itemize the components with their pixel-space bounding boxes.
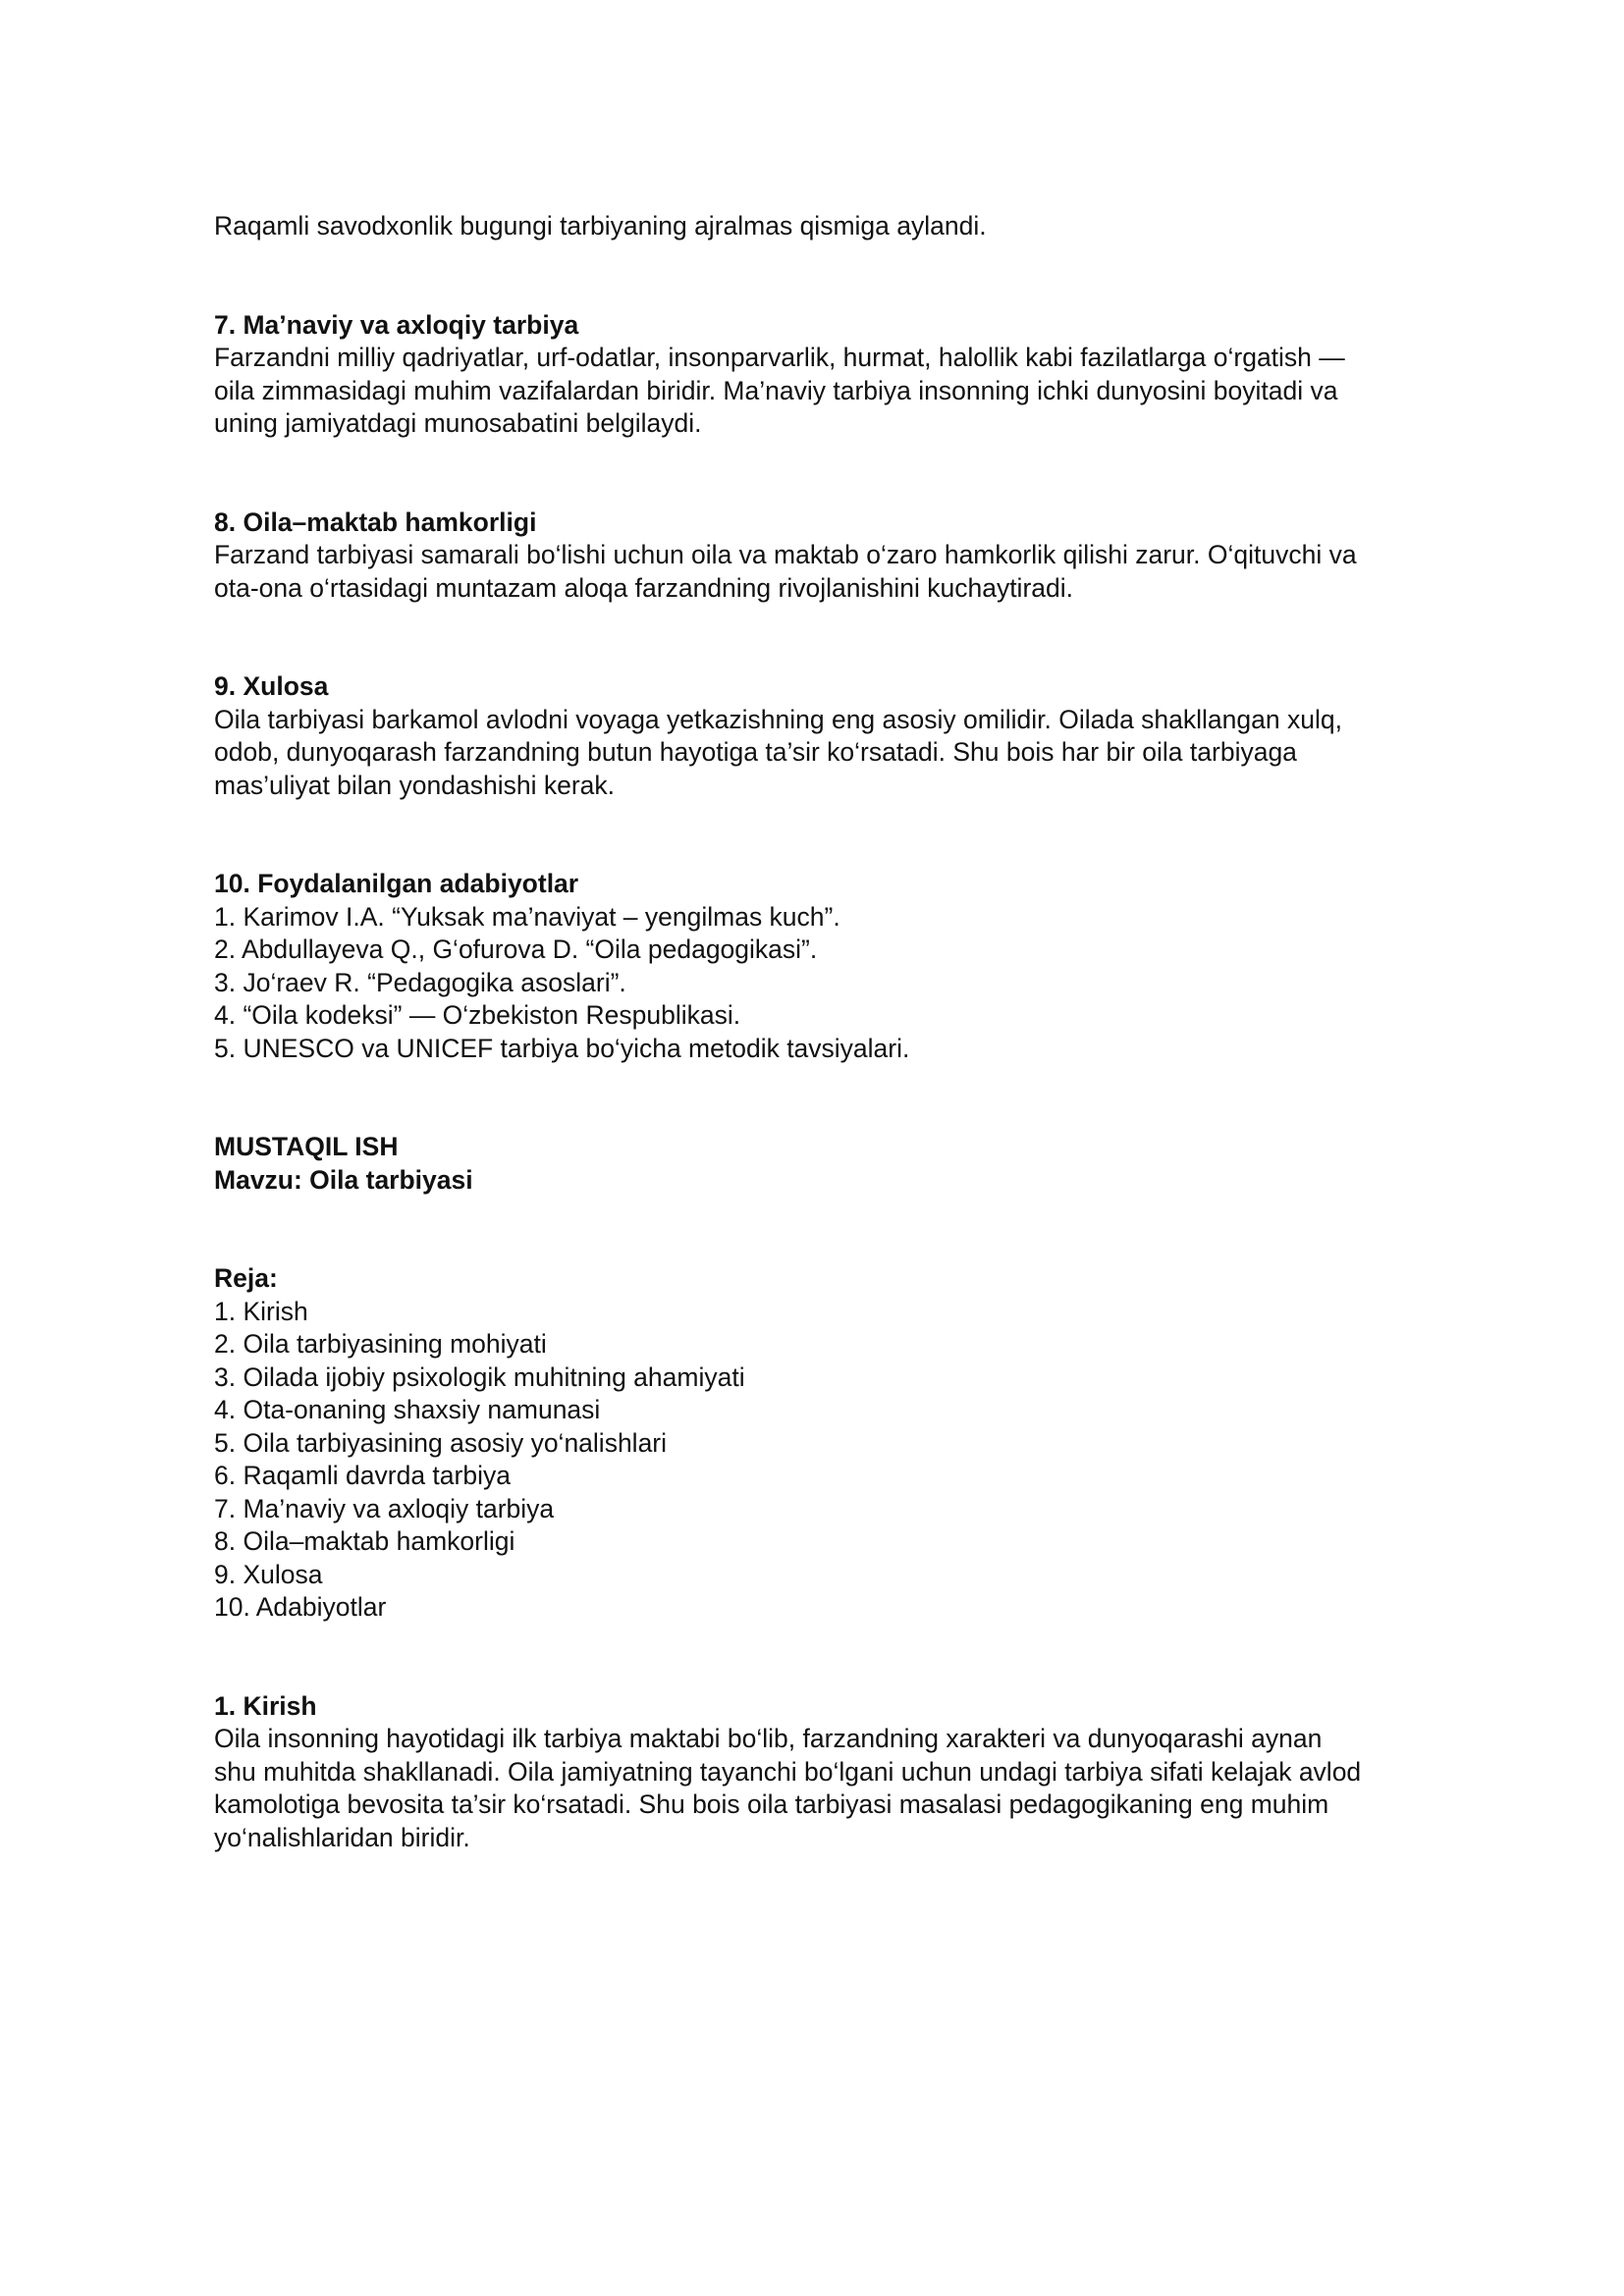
mustaqil-ish-heading: MUSTAQIL ISH	[214, 1132, 399, 1161]
kirish-line: yo‘nalishlaridan biridir.	[214, 1822, 470, 1852]
reference-item: 4. “Oila kodeksi” — O‘zbekiston Respublikasi.	[214, 1000, 741, 1030]
references-title: 10. Foydalanilgan adabiyotlar	[214, 869, 579, 898]
reference-item: 1. Karimov I.A. “Yuksak ma’naviyat – yengilmas kuch”.	[214, 901, 840, 932]
kirish-title: 1. Kirish	[214, 1690, 317, 1721]
section-7-line: uning jamiyatdagi munosabatini belgilaydi.	[214, 408, 702, 438]
reja-item: 4. Ota-onaning shaxsiy namunasi	[214, 1395, 601, 1424]
section-8-line: Farzand tarbiyasi samarali bo‘lishi uchun oila va maktab o‘zaro hamkorlik qilishi zarur. O‘qituvchi va	[214, 540, 1357, 569]
section-7-title: 7. Ma’naviy va axloqiy tarbiya	[214, 309, 579, 340]
section-9-title: 9. Xulosa	[214, 671, 329, 701]
mustaqil-ish-header	[214, 1131, 1432, 1197]
section-7-line: oila zimmasidagi muhim vazifalardan biridir. Ma’naviy tarbiya insonning ichki dunyosini boyitadi va	[214, 375, 1338, 405]
reja-item: 8. Oila–maktab hamkorligi	[214, 1526, 515, 1556]
kirish-line: kamolotiga bevosita ta’sir ko‘rsatadi. Shu bois oila tarbiyasi masalasi pedagogikaning eng muhim	[214, 1789, 1329, 1819]
reja-item: 3. Oilada ijobiy psixologik muhitning ahamiyati	[214, 1362, 745, 1392]
section-9-line: odob, dunyoqarash farzandning butun hayotiga ta’sir ko‘rsatadi. Shu bois har bir oila tarbiyaga	[214, 737, 1297, 767]
section-kirish	[214, 1690, 1432, 1855]
reja-plan	[214, 1262, 1432, 1625]
section-8-title: 8. Oila–maktab hamkorligi	[214, 507, 537, 537]
section-9-line: Oila tarbiyasi barkamol avlodni voyaga yetkazishning eng asosiy omilidir. Oilada shakllangan xulq,	[214, 704, 1342, 734]
page-content	[214, 210, 1432, 1854]
kirish-line: shu muhitda shakllanadi. Oila jamiyatning tayanchi bo‘lgani uchun undagi tarbiya sifati kelajak avlod	[214, 1756, 1362, 1787]
section-7-line: Farzandni milliy qadriyatlar, urf-odatlar, insonparvarlik, hurmat, halollik kabi fazilatlarga o‘rgatish —	[214, 343, 1345, 372]
kirish-line: Oila insonning hayotidagi ilk tarbiya maktabi bo‘lib, farzandning xarakteri va dunyoqarashi aynan	[214, 1724, 1323, 1753]
section-9	[214, 670, 1432, 802]
section-7	[214, 309, 1432, 441]
reference-item: 3. Jo‘raev R. “Pedagogika asoslari”.	[214, 967, 626, 997]
reja-item: 10. Adabiyotlar	[214, 1592, 387, 1622]
reja-item: 5. Oila tarbiyasining asosiy yo‘nalishlari	[214, 1427, 668, 1458]
reja-item: 6. Raqamli davrda tarbiya	[214, 1461, 511, 1490]
reference-item: 5. UNESCO va UNICEF tarbiya bo‘yicha metodik tavsiyalari.	[214, 1033, 910, 1063]
section-9-line: mas’uliyat bilan yondashishi kerak.	[214, 770, 616, 800]
reja-title: Reja:	[214, 1263, 278, 1293]
reja-item: 1. Kirish	[214, 1296, 308, 1326]
topic-line: Mavzu: Oila tarbiyasi	[214, 1164, 473, 1195]
reference-item: 2. Abdullayeva Q., G‘ofurova D. “Oila pedagogikasi”.	[214, 934, 818, 964]
reja-item: 2. Oila tarbiyasining mohiyati	[214, 1329, 547, 1359]
reja-item: 9. Xulosa	[214, 1559, 323, 1589]
intro-paragraph: Raqamli savodxonlik bugungi tarbiyaning ajralmas qismiga aylandi.	[214, 211, 987, 240]
section-10-references	[214, 868, 1432, 1065]
reja-item: 7. Ma’naviy va axloqiy tarbiya	[214, 1493, 555, 1523]
section-8	[214, 507, 1432, 606]
section-8-line: ota-ona o‘rtasidagi muntazam aloqa farzandning rivojlanishini kuchaytiradi.	[214, 572, 1073, 603]
